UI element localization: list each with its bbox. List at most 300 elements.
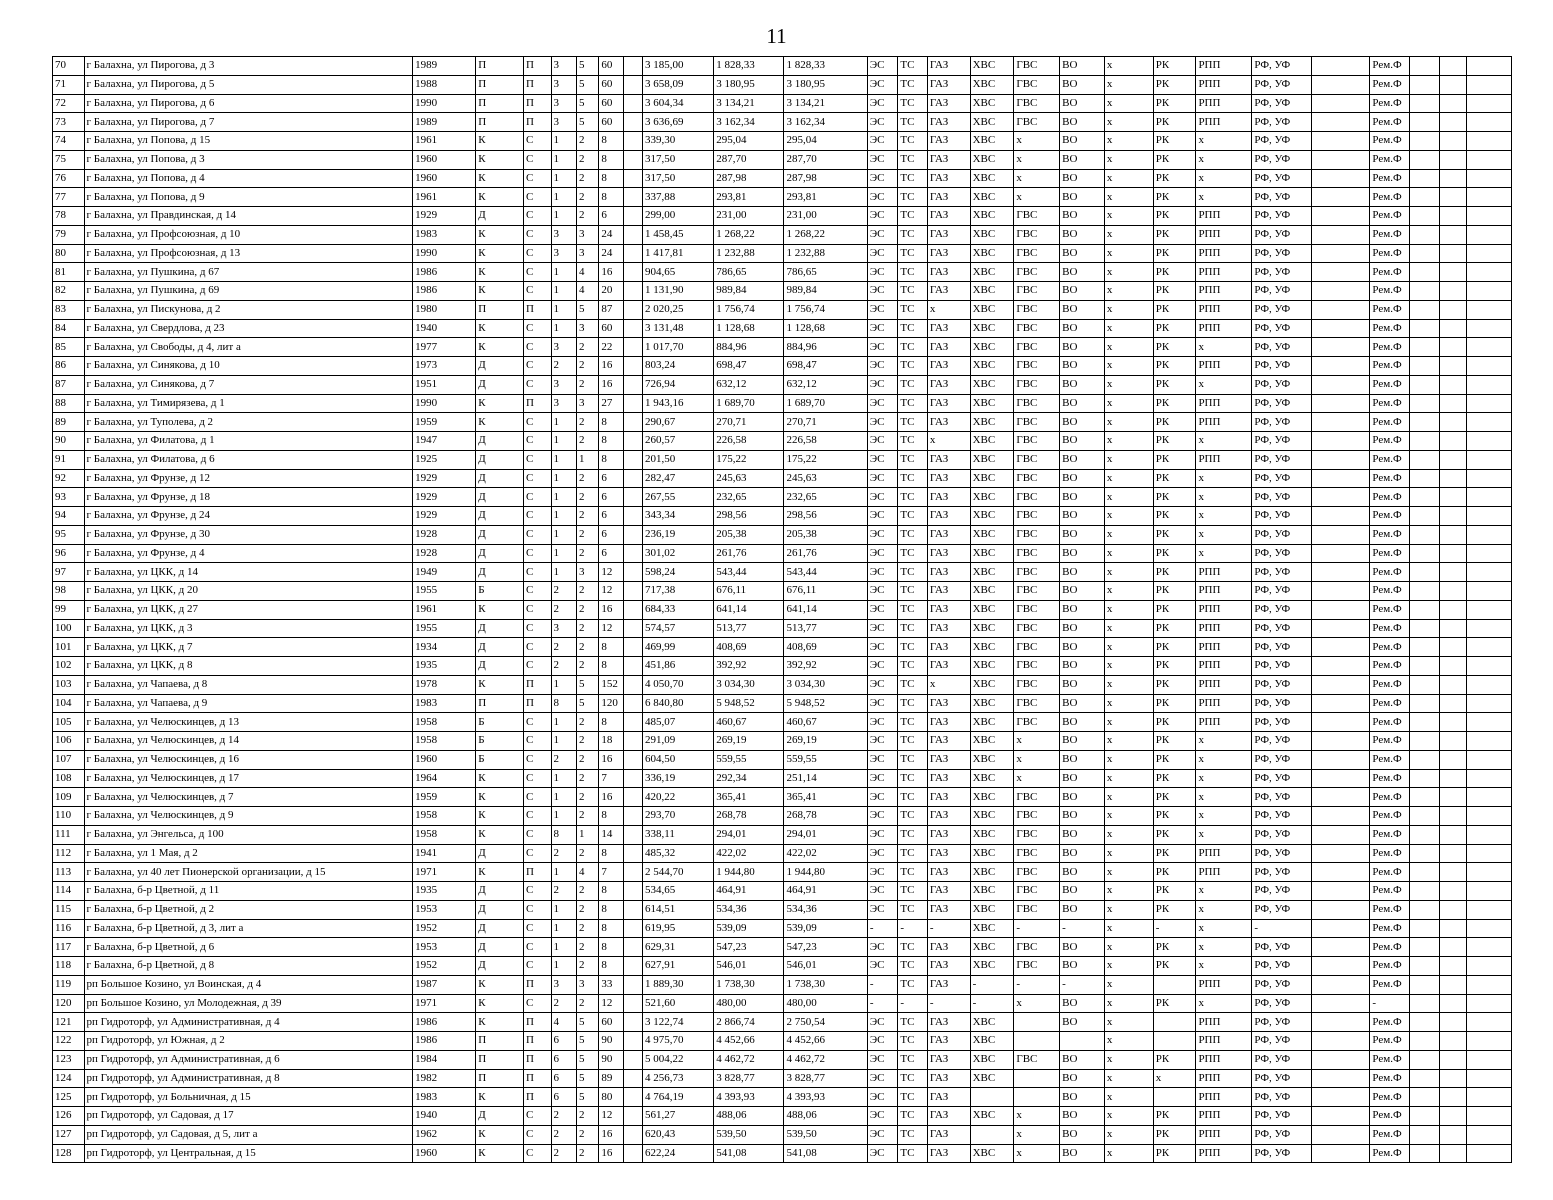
- table-cell: Рем.Ф: [1370, 619, 1410, 638]
- table-cell: ЭС: [867, 113, 898, 132]
- table-cell: РК: [1153, 863, 1196, 882]
- table-cell: 1987: [413, 975, 476, 994]
- table-cell: [1410, 732, 1440, 751]
- table-cell: РФ, УФ: [1252, 582, 1312, 601]
- table-cell: 2: [576, 432, 598, 451]
- table-cell: [1439, 469, 1466, 488]
- table-cell: [1467, 938, 1512, 957]
- table-cell: [1410, 338, 1440, 357]
- table-cell: Рем.Ф: [1370, 825, 1410, 844]
- table-cell: 76: [53, 169, 85, 188]
- table-cell: [623, 244, 642, 263]
- table-cell: 205,38: [714, 525, 784, 544]
- table-cell: 1958: [413, 807, 476, 826]
- table-cell: Рем.Ф: [1370, 75, 1410, 94]
- table-cell: [1410, 150, 1440, 169]
- table-cell: 87: [599, 300, 623, 319]
- table-cell: РФ, УФ: [1252, 713, 1312, 732]
- table-cell: 1: [551, 713, 576, 732]
- table-cell: 1: [551, 432, 576, 451]
- table-cell: 1929: [413, 488, 476, 507]
- table-cell: 2: [576, 507, 598, 526]
- table-cell: -: [1252, 919, 1312, 938]
- table-cell: [1410, 694, 1440, 713]
- table-cell: 127: [53, 1125, 85, 1144]
- table-cell: [1439, 638, 1466, 657]
- table-cell: ХВС: [970, 582, 1014, 601]
- table-cell: ВО: [1060, 282, 1105, 301]
- table-cell: 88: [53, 394, 85, 413]
- table-cell: г Балахна, ул Правдинская, д 14: [84, 207, 413, 226]
- table-cell: К: [476, 150, 524, 169]
- table-cell: 16: [599, 375, 623, 394]
- table-cell: ГАЗ: [927, 882, 970, 901]
- table-cell: 604,50: [643, 750, 714, 769]
- table-cell: ТС: [898, 657, 928, 676]
- table-cell: 4 975,70: [643, 1032, 714, 1051]
- table-cell: Рем.Ф: [1370, 563, 1410, 582]
- table-cell: [623, 469, 642, 488]
- table-cell: 102: [53, 657, 85, 676]
- table-cell: 1961: [413, 600, 476, 619]
- table-cell: РПП: [1196, 413, 1252, 432]
- table-cell: 541,08: [714, 1144, 784, 1163]
- table-cell: ХВС: [970, 844, 1014, 863]
- table-cell: [1467, 1144, 1512, 1163]
- table-cell: г Балахна, ул Профсоюзная, д 13: [84, 244, 413, 263]
- table-cell: Д: [476, 469, 524, 488]
- table-cell: 1: [551, 563, 576, 582]
- table-cell: Рем.Ф: [1370, 150, 1410, 169]
- table-cell: х: [1014, 132, 1060, 151]
- table-cell: 1 017,70: [643, 338, 714, 357]
- table-cell: х: [1104, 863, 1153, 882]
- table-cell: 6: [599, 507, 623, 526]
- table-cell: Д: [476, 488, 524, 507]
- table-cell: [1312, 525, 1370, 544]
- table-cell: ТС: [898, 300, 928, 319]
- table-cell: 78: [53, 207, 85, 226]
- table-cell: [1467, 319, 1512, 338]
- table-cell: ХВС: [970, 169, 1014, 188]
- table-cell: РК: [1153, 600, 1196, 619]
- table-cell: 126: [53, 1107, 85, 1126]
- table-cell: [1312, 1032, 1370, 1051]
- table-cell: [1439, 1069, 1466, 1088]
- table-cell: Рем.Ф: [1370, 1125, 1410, 1144]
- table-cell: 3: [576, 319, 598, 338]
- table-cell: 60: [599, 75, 623, 94]
- table-cell: С: [524, 525, 551, 544]
- table-cell: [1439, 919, 1466, 938]
- table-cell: [1439, 1144, 1466, 1163]
- table-row: [53, 882, 1512, 901]
- table-cell: РПП: [1196, 57, 1252, 76]
- table-cell: С: [524, 357, 551, 376]
- table-cell: 287,98: [714, 169, 784, 188]
- table-cell: ЭС: [867, 694, 898, 713]
- table-cell: ВО: [1060, 432, 1105, 451]
- table-cell: г Балахна, ул Чапаева, д 8: [84, 675, 413, 694]
- table-cell: ТС: [898, 957, 928, 976]
- table-row: [53, 113, 1512, 132]
- table-cell: 24: [599, 244, 623, 263]
- table-cell: Рем.Ф: [1370, 844, 1410, 863]
- table-cell: С: [524, 919, 551, 938]
- table-cell: 422,02: [784, 844, 867, 863]
- table-cell: [1467, 882, 1512, 901]
- table-cell: ГВС: [1014, 638, 1060, 657]
- table-cell: х: [1014, 188, 1060, 207]
- table-cell: 94: [53, 507, 85, 526]
- table-cell: Б: [476, 582, 524, 601]
- table-cell: 96: [53, 544, 85, 563]
- table-cell: РФ, УФ: [1252, 825, 1312, 844]
- table-cell: С: [524, 994, 551, 1013]
- table-cell: Рем.Ф: [1370, 713, 1410, 732]
- table-cell: ТС: [898, 488, 928, 507]
- table-cell: [623, 694, 642, 713]
- table-cell: 3: [576, 394, 598, 413]
- table-cell: 3: [551, 619, 576, 638]
- table-cell: 2: [576, 488, 598, 507]
- table-cell: ТС: [898, 1050, 928, 1069]
- table-cell: [1312, 75, 1370, 94]
- table-cell: 534,36: [714, 900, 784, 919]
- table-cell: ГАЗ: [927, 57, 970, 76]
- table-cell: [1410, 807, 1440, 826]
- table-cell: ГАЗ: [927, 1088, 970, 1107]
- table-cell: 460,67: [714, 713, 784, 732]
- table-cell: ТС: [898, 169, 928, 188]
- table-cell: РФ, УФ: [1252, 75, 1312, 94]
- table-cell: ЭС: [867, 375, 898, 394]
- table-cell: 2: [576, 713, 598, 732]
- table-cell: Рем.Ф: [1370, 1013, 1410, 1032]
- table-cell: Д: [476, 544, 524, 563]
- table-cell: [1439, 994, 1466, 1013]
- table-row: [53, 357, 1512, 376]
- table-cell: 2: [576, 919, 598, 938]
- table-cell: РФ, УФ: [1252, 113, 1312, 132]
- table-cell: ГВС: [1014, 75, 1060, 94]
- table-cell: ЭС: [867, 150, 898, 169]
- table-cell: С: [524, 375, 551, 394]
- table-cell: х: [1104, 750, 1153, 769]
- table-cell: х: [1104, 375, 1153, 394]
- table-cell: [1312, 432, 1370, 451]
- table-cell: ВО: [1060, 882, 1105, 901]
- table-cell: 86: [53, 357, 85, 376]
- table-cell: 1955: [413, 582, 476, 601]
- table-cell: ВО: [1060, 507, 1105, 526]
- table-cell: 8: [599, 938, 623, 957]
- table-cell: 1: [551, 957, 576, 976]
- table-cell: г Балахна, ул Туполева, д 2: [84, 413, 413, 432]
- table-cell: РПП: [1196, 263, 1252, 282]
- table-cell: 16: [599, 263, 623, 282]
- table-cell: [1312, 957, 1370, 976]
- table-cell: 87: [53, 375, 85, 394]
- table-cell: РПП: [1196, 694, 1252, 713]
- table-cell: 77: [53, 188, 85, 207]
- table-cell: [623, 488, 642, 507]
- table-cell: 2: [551, 1144, 576, 1163]
- table-cell: РК: [1153, 750, 1196, 769]
- table-cell: 337,88: [643, 188, 714, 207]
- table-cell: РПП: [1196, 282, 1252, 301]
- table-cell: [623, 413, 642, 432]
- table-cell: [1410, 244, 1440, 263]
- table-cell: [623, 769, 642, 788]
- table-cell: [1439, 863, 1466, 882]
- table-cell: РК: [1153, 469, 1196, 488]
- table-cell: ВО: [1060, 825, 1105, 844]
- table-cell: РК: [1153, 882, 1196, 901]
- table-cell: [623, 863, 642, 882]
- table-cell: 3: [551, 57, 576, 76]
- table-cell: РПП: [1196, 657, 1252, 676]
- table-cell: РК: [1153, 825, 1196, 844]
- table-cell: ХВС: [970, 863, 1014, 882]
- table-cell: [1439, 600, 1466, 619]
- table-cell: [1467, 563, 1512, 582]
- table-cell: 1: [551, 807, 576, 826]
- table-cell: 365,41: [714, 788, 784, 807]
- table-cell: К: [476, 994, 524, 1013]
- table-row: [53, 282, 1512, 301]
- table-cell: С: [524, 244, 551, 263]
- table-cell: г Балахна, ул Челюскинцев, д 9: [84, 807, 413, 826]
- table-cell: [623, 75, 642, 94]
- table-cell: РК: [1153, 1144, 1196, 1163]
- table-cell: [1410, 994, 1440, 1013]
- table-cell: [1467, 450, 1512, 469]
- table-row: [53, 657, 1512, 676]
- table-cell: 2: [551, 994, 576, 1013]
- table-cell: 1 232,88: [784, 244, 867, 263]
- table-cell: [1467, 263, 1512, 282]
- table-row: [53, 863, 1512, 882]
- table-cell: 1960: [413, 1144, 476, 1163]
- table-cell: ГАЗ: [927, 638, 970, 657]
- table-cell: ХВС: [970, 94, 1014, 113]
- table-cell: РФ, УФ: [1252, 169, 1312, 188]
- table-cell: 1960: [413, 150, 476, 169]
- table-cell: [623, 750, 642, 769]
- table-cell: 1953: [413, 900, 476, 919]
- table-cell: К: [476, 244, 524, 263]
- table-cell: [623, 319, 642, 338]
- table-cell: [1410, 188, 1440, 207]
- table-cell: 3 180,95: [784, 75, 867, 94]
- table-cell: [623, 582, 642, 601]
- table-cell: [623, 900, 642, 919]
- table-cell: ЭС: [867, 507, 898, 526]
- table-cell: [1467, 694, 1512, 713]
- table-cell: [1312, 263, 1370, 282]
- table-cell: ХВС: [970, 1050, 1014, 1069]
- table-cell: 12: [599, 582, 623, 601]
- table-cell: х: [1196, 788, 1252, 807]
- table-cell: 2: [576, 994, 598, 1013]
- table-cell: 8: [599, 657, 623, 676]
- table-cell: [1410, 57, 1440, 76]
- table-cell: 480,00: [784, 994, 867, 1013]
- table-cell: ТС: [898, 450, 928, 469]
- table-cell: [1312, 394, 1370, 413]
- table-cell: 1986: [413, 282, 476, 301]
- table-cell: 2 866,74: [714, 1013, 784, 1032]
- table-cell: 1: [576, 450, 598, 469]
- table-cell: ТС: [898, 807, 928, 826]
- table-cell: Д: [476, 450, 524, 469]
- table-cell: Рем.Ф: [1370, 657, 1410, 676]
- table-cell: ТС: [898, 132, 928, 151]
- table-cell: х: [1104, 113, 1153, 132]
- table-cell: х: [1104, 507, 1153, 526]
- table-cell: [1467, 1107, 1512, 1126]
- table-cell: х: [1104, 132, 1153, 151]
- table-cell: г Балахна, ул Фрунзе, д 4: [84, 544, 413, 563]
- table-cell: ВО: [1060, 319, 1105, 338]
- table-row: [53, 844, 1512, 863]
- table-cell: К: [476, 188, 524, 207]
- table-cell: РФ, УФ: [1252, 357, 1312, 376]
- table-cell: ВО: [1060, 207, 1105, 226]
- table-cell: ВО: [1060, 769, 1105, 788]
- table-cell: ХВС: [970, 357, 1014, 376]
- table-cell: 1986: [413, 1013, 476, 1032]
- table-row: [53, 450, 1512, 469]
- table-cell: Рем.Ф: [1370, 694, 1410, 713]
- table-cell: С: [524, 957, 551, 976]
- table-cell: [1312, 57, 1370, 76]
- table-cell: 2: [551, 1125, 576, 1144]
- table-cell: РПП: [1196, 1032, 1252, 1051]
- table-cell: 539,09: [714, 919, 784, 938]
- table-cell: Д: [476, 938, 524, 957]
- table-cell: Рем.Ф: [1370, 432, 1410, 451]
- table-cell: х: [1104, 919, 1153, 938]
- table-cell: РФ, УФ: [1252, 769, 1312, 788]
- table-cell: рп Гидроторф, ул Административная, д 6: [84, 1050, 413, 1069]
- table-cell: [1439, 563, 1466, 582]
- table-cell: ВО: [1060, 600, 1105, 619]
- table-cell: 125: [53, 1088, 85, 1107]
- table-cell: 80: [53, 244, 85, 263]
- table-cell: 1929: [413, 469, 476, 488]
- table-cell: [1410, 507, 1440, 526]
- table-cell: [1467, 863, 1512, 882]
- table-cell: 2: [576, 900, 598, 919]
- table-cell: РФ, УФ: [1252, 882, 1312, 901]
- table-cell: РФ, УФ: [1252, 1050, 1312, 1069]
- table-cell: ЭС: [867, 1144, 898, 1163]
- table-cell: П: [476, 94, 524, 113]
- table-cell: 460,67: [784, 713, 867, 732]
- table-cell: ВО: [1060, 150, 1105, 169]
- table-cell: 293,70: [643, 807, 714, 826]
- table-cell: 232,65: [714, 488, 784, 507]
- table-cell: ХВС: [970, 713, 1014, 732]
- table-cell: РФ, УФ: [1252, 938, 1312, 957]
- table-cell: [1439, 150, 1466, 169]
- table-cell: 1 944,80: [784, 863, 867, 882]
- table-cell: 22: [599, 338, 623, 357]
- table-cell: РПП: [1196, 582, 1252, 601]
- table-cell: [1312, 488, 1370, 507]
- table-cell: Рем.Ф: [1370, 769, 1410, 788]
- table-cell: 294,01: [784, 825, 867, 844]
- table-cell: 8: [599, 132, 623, 151]
- table-cell: ВО: [1060, 1107, 1105, 1126]
- table-cell: 3: [576, 244, 598, 263]
- table-cell: х: [1196, 769, 1252, 788]
- table-cell: ХВС: [970, 319, 1014, 338]
- table-cell: [1312, 994, 1370, 1013]
- table-cell: Рем.Ф: [1370, 57, 1410, 76]
- table-row: [53, 57, 1512, 76]
- table-cell: [1439, 713, 1466, 732]
- table-cell: ЭС: [867, 1088, 898, 1107]
- table-cell: 84: [53, 319, 85, 338]
- table-cell: х: [1104, 975, 1153, 994]
- table-cell: К: [476, 863, 524, 882]
- table-cell: 3 658,09: [643, 75, 714, 94]
- table-cell: [1439, 975, 1466, 994]
- table-cell: РПП: [1196, 319, 1252, 338]
- table-cell: 1: [551, 863, 576, 882]
- table-cell: ХВС: [970, 188, 1014, 207]
- table-cell: РФ, УФ: [1252, 282, 1312, 301]
- table-row: [53, 300, 1512, 319]
- table-cell: 641,14: [714, 600, 784, 619]
- table-row: [53, 788, 1512, 807]
- table-cell: 3 034,30: [784, 675, 867, 694]
- table-cell: 513,77: [784, 619, 867, 638]
- table-cell: ГАЗ: [927, 169, 970, 188]
- table-cell: [1410, 919, 1440, 938]
- table-cell: ГВС: [1014, 338, 1060, 357]
- table-cell: ТС: [898, 188, 928, 207]
- table-cell: 109: [53, 788, 85, 807]
- table-cell: 3 122,74: [643, 1013, 714, 1032]
- table-cell: г Балахна, ул Пирогова, д 5: [84, 75, 413, 94]
- table-cell: 299,00: [643, 207, 714, 226]
- table-cell: ГВС: [1014, 582, 1060, 601]
- table-cell: 392,92: [714, 657, 784, 676]
- table-cell: [1312, 882, 1370, 901]
- table-row: [53, 507, 1512, 526]
- table-cell: 343,34: [643, 507, 714, 526]
- table-cell: х: [1196, 807, 1252, 826]
- table-cell: [623, 432, 642, 451]
- table-cell: 269,19: [714, 732, 784, 751]
- table-cell: 676,11: [784, 582, 867, 601]
- table-cell: 464,91: [784, 882, 867, 901]
- table-cell: 8: [551, 825, 576, 844]
- table-cell: г Балахна, ул Пирогова, д 3: [84, 57, 413, 76]
- table-cell: г Балахна, ул Синякова, д 7: [84, 375, 413, 394]
- table-cell: ХВС: [970, 507, 1014, 526]
- table-cell: 539,09: [784, 919, 867, 938]
- table-cell: ГАЗ: [927, 263, 970, 282]
- table-row: [53, 582, 1512, 601]
- table-cell: х: [1104, 825, 1153, 844]
- table-cell: 3 185,00: [643, 57, 714, 76]
- table-cell: [1467, 657, 1512, 676]
